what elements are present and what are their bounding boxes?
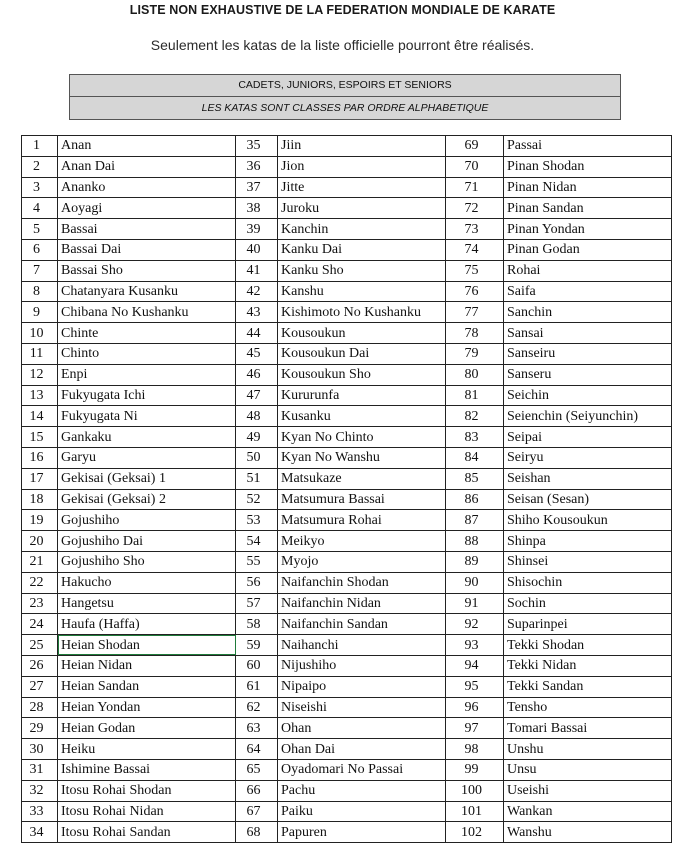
document-title: LISTE NON EXHAUSTIVE DE LA FEDERATION MONDIALE DE KARATE <box>129 3 556 17</box>
kata-name[interactable]: Gankaku <box>58 427 236 448</box>
kata-number[interactable]: 93 <box>446 635 504 656</box>
kata-number[interactable]: 34 <box>22 822 58 843</box>
table-row <box>22 551 672 572</box>
kata-name[interactable]: Tekki Nidan <box>504 655 672 676</box>
kata-number[interactable]: 55 <box>236 551 278 572</box>
kata-name[interactable]: Heian Godan <box>58 718 236 739</box>
kata-name[interactable]: Matsumura Bassai <box>278 489 446 510</box>
kata-number[interactable]: 92 <box>446 614 504 635</box>
kata-name[interactable]: Nijushiho <box>278 655 446 676</box>
kata-name[interactable]: Haufa (Haffa) <box>58 614 236 635</box>
kata-number[interactable]: 82 <box>446 406 504 427</box>
kata-number[interactable]: 26 <box>22 655 58 676</box>
kata-number[interactable]: 58 <box>236 614 278 635</box>
kata-name[interactable]: Naifanchin Sandan <box>278 614 446 635</box>
kata-number[interactable]: 94 <box>446 655 504 676</box>
table-row <box>22 427 672 448</box>
kata-name[interactable]: Nipaipo <box>278 676 446 697</box>
table-row <box>22 136 672 157</box>
kata-name[interactable]: Chinto <box>58 343 236 364</box>
kata-name[interactable]: Oyadomari No Passai <box>278 759 446 780</box>
kata-name[interactable]: Heian Nidan <box>58 655 236 676</box>
kata-number[interactable]: 5 <box>22 219 58 240</box>
kata-name[interactable]: Shisochin <box>504 572 672 593</box>
kata-name[interactable]: Seipai <box>504 427 672 448</box>
table-row <box>22 260 672 281</box>
kata-number[interactable]: 48 <box>236 406 278 427</box>
kata-number[interactable]: 66 <box>236 780 278 801</box>
table-row <box>22 801 672 822</box>
kata-number[interactable]: 95 <box>446 676 504 697</box>
kata-name[interactable]: Jiin <box>278 136 446 157</box>
kata-number[interactable]: 77 <box>446 302 504 323</box>
kata-number[interactable]: 57 <box>236 593 278 614</box>
kata-number[interactable]: 78 <box>446 323 504 344</box>
table-row <box>22 780 672 801</box>
kata-number[interactable]: 98 <box>446 739 504 760</box>
kata-name[interactable]: Hangetsu <box>58 593 236 614</box>
kata-name[interactable]: Tomari Bassai <box>504 718 672 739</box>
kata-number[interactable]: 85 <box>446 468 504 489</box>
kata-number[interactable]: 41 <box>236 260 278 281</box>
kata-number[interactable]: 76 <box>446 281 504 302</box>
kata-number[interactable]: 89 <box>446 551 504 572</box>
kata-number[interactable]: 63 <box>236 718 278 739</box>
table-row <box>22 572 672 593</box>
kata-number[interactable]: 71 <box>446 177 504 198</box>
kata-number[interactable]: 6 <box>22 239 58 260</box>
kata-name[interactable]: Bassai Dai <box>58 239 236 260</box>
kata-number[interactable]: 47 <box>236 385 278 406</box>
kata-number[interactable]: 29 <box>22 718 58 739</box>
table-row <box>22 718 672 739</box>
kata-number[interactable]: 60 <box>236 655 278 676</box>
kata-number[interactable]: 10 <box>22 323 58 344</box>
kata-name[interactable]: Naifanchin Shodan <box>278 572 446 593</box>
kata-number[interactable]: 9 <box>22 302 58 323</box>
kata-number[interactable]: 50 <box>236 447 278 468</box>
category-header <box>69 74 621 120</box>
kata-number[interactable]: 43 <box>236 302 278 323</box>
kata-number[interactable]: 52 <box>236 489 278 510</box>
kata-name[interactable]: Gojushiho Sho <box>58 551 236 572</box>
kata-name[interactable]: Kusanku <box>278 406 446 427</box>
kata-number[interactable]: 87 <box>446 510 504 531</box>
kata-name[interactable]: Seisan (Sesan) <box>504 489 672 510</box>
kata-number[interactable]: 22 <box>22 572 58 593</box>
table-row <box>22 364 672 385</box>
kata-name[interactable]: Ohan Dai <box>278 739 446 760</box>
kata-number[interactable]: 14 <box>22 406 58 427</box>
kata-number[interactable]: 17 <box>22 468 58 489</box>
table-row <box>22 156 672 177</box>
kata-name[interactable]: Myojo <box>278 551 446 572</box>
kata-name[interactable]: Heiku <box>58 739 236 760</box>
kata-name[interactable]: Wanshu <box>504 822 672 843</box>
kata-name[interactable]: Paiku <box>278 801 446 822</box>
kata-number[interactable]: 13 <box>22 385 58 406</box>
kata-number[interactable]: 25 <box>22 635 58 656</box>
document-subtitle: Seulement les katas de la liste officielle pourront être réalisés. <box>150 37 535 53</box>
kata-number[interactable]: 61 <box>236 676 278 697</box>
kata-name[interactable]: Matsukaze <box>278 468 446 489</box>
kata-number[interactable]: 53 <box>236 510 278 531</box>
kata-number[interactable]: 31 <box>22 759 58 780</box>
kata-name[interactable]: Kanchin <box>278 219 446 240</box>
table-row <box>22 302 672 323</box>
kata-name[interactable]: Papuren <box>278 822 446 843</box>
kata-number[interactable]: 27 <box>22 676 58 697</box>
kata-name[interactable]: Fukyugata Ni <box>58 406 236 427</box>
kata-name[interactable]: Sanseru <box>504 364 672 385</box>
kata-name[interactable]: Shinsei <box>504 551 672 572</box>
kata-number[interactable]: 11 <box>22 343 58 364</box>
kata-name[interactable]: Gekisai (Geksai) 1 <box>58 468 236 489</box>
kata-number[interactable]: 65 <box>236 759 278 780</box>
table-row <box>22 676 672 697</box>
kata-number[interactable]: 91 <box>446 593 504 614</box>
table-row <box>22 739 672 760</box>
kata-number[interactable]: 39 <box>236 219 278 240</box>
table-row <box>22 447 672 468</box>
kata-number[interactable]: 97 <box>446 718 504 739</box>
kata-number[interactable]: 42 <box>236 281 278 302</box>
kata-number[interactable]: 24 <box>22 614 58 635</box>
kata-name[interactable]: Jion <box>278 156 446 177</box>
kata-name[interactable]: Gojushiho <box>58 510 236 531</box>
table-row <box>22 198 672 219</box>
kata-name[interactable]: Wankan <box>504 801 672 822</box>
kata-number[interactable]: 40 <box>236 239 278 260</box>
kata-number[interactable]: 12 <box>22 364 58 385</box>
table-row <box>22 385 672 406</box>
kata-number[interactable]: 16 <box>22 447 58 468</box>
kata-name[interactable]: Itosu Rohai Sandan <box>58 822 236 843</box>
kata-name[interactable]: Kyan No Chinto <box>278 427 446 448</box>
kata-number[interactable]: 74 <box>446 239 504 260</box>
kata-name[interactable]: Suparinpei <box>504 614 672 635</box>
kata-name[interactable]: Chinte <box>58 323 236 344</box>
kata-number[interactable]: 46 <box>236 364 278 385</box>
kata-number[interactable]: 2 <box>22 156 58 177</box>
kata-name[interactable]: Matsumura Rohai <box>278 510 446 531</box>
kata-table <box>21 135 672 843</box>
kata-number[interactable]: 100 <box>446 780 504 801</box>
kata-name[interactable]: Unshu <box>504 739 672 760</box>
kata-name[interactable]: Naihanchi <box>278 635 446 656</box>
kata-name[interactable]: Pinan Shodan <box>504 156 672 177</box>
table-row <box>22 489 672 510</box>
table-row <box>22 822 672 843</box>
table-row <box>22 655 672 676</box>
kata-number[interactable]: 62 <box>236 697 278 718</box>
kata-number[interactable]: 30 <box>22 739 58 760</box>
kata-number[interactable]: 23 <box>22 593 58 614</box>
kata-name[interactable]: Enpi <box>58 364 236 385</box>
kata-name[interactable]: Kyan No Wanshu <box>278 447 446 468</box>
kata-number[interactable]: 54 <box>236 531 278 552</box>
kata-name[interactable]: Kousoukun Dai <box>278 343 446 364</box>
kata-name[interactable]: Kanku Sho <box>278 260 446 281</box>
kata-name[interactable]: Itosu Rohai Nidan <box>58 801 236 822</box>
kata-number[interactable]: 96 <box>446 697 504 718</box>
kata-number[interactable]: 59 <box>236 635 278 656</box>
kata-name[interactable]: Kururunfa <box>278 385 446 406</box>
kata-number[interactable]: 88 <box>446 531 504 552</box>
table-row <box>22 343 672 364</box>
kata-name[interactable]: Tekki Sandan <box>504 676 672 697</box>
kata-name[interactable]: Juroku <box>278 198 446 219</box>
kata-number[interactable]: 32 <box>22 780 58 801</box>
kata-number[interactable]: 3 <box>22 177 58 198</box>
kata-name[interactable]: Tensho <box>504 697 672 718</box>
kata-name[interactable]: Ananko <box>58 177 236 198</box>
kata-number[interactable]: 90 <box>446 572 504 593</box>
kata-name[interactable]: Pachu <box>278 780 446 801</box>
kata-name[interactable]: Pinan Godan <box>504 239 672 260</box>
table-row <box>22 635 672 656</box>
kata-number[interactable]: 35 <box>236 136 278 157</box>
table-row <box>22 697 672 718</box>
kata-name[interactable]: Chibana No Kushanku <box>58 302 236 323</box>
kata-name[interactable]: Heian Sandan <box>58 676 236 697</box>
kata-number[interactable]: 81 <box>446 385 504 406</box>
kata-name[interactable]: Garyu <box>58 447 236 468</box>
table-row <box>22 406 672 427</box>
kata-number[interactable]: 20 <box>22 531 58 552</box>
kata-number[interactable]: 75 <box>446 260 504 281</box>
kata-name[interactable]: Naifanchin Nidan <box>278 593 446 614</box>
kata-name[interactable]: Pinan Sandan <box>504 198 672 219</box>
kata-name[interactable]: Sansai <box>504 323 672 344</box>
kata-number[interactable]: 84 <box>446 447 504 468</box>
kata-number[interactable]: 49 <box>236 427 278 448</box>
kata-number[interactable]: 18 <box>22 489 58 510</box>
kata-name[interactable]: Saifa <box>504 281 672 302</box>
kata-number[interactable]: 1 <box>22 136 58 157</box>
kata-name[interactable]: Shinpa <box>504 531 672 552</box>
kata-number[interactable]: 51 <box>236 468 278 489</box>
kata-name[interactable]: Unsu <box>504 759 672 780</box>
table-row <box>22 219 672 240</box>
kata-number[interactable]: 4 <box>22 198 58 219</box>
kata-number[interactable]: 21 <box>22 551 58 572</box>
kata-number[interactable]: 83 <box>446 427 504 448</box>
table-row <box>22 281 672 302</box>
kata-number[interactable]: 64 <box>236 739 278 760</box>
table-row <box>22 323 672 344</box>
category-header-line: CADETS, JUNIORS, ESPOIRS ET SENIORS <box>70 75 620 97</box>
kata-name[interactable]: Aoyagi <box>58 198 236 219</box>
kata-name[interactable]: Tekki Shodan <box>504 635 672 656</box>
kata-name[interactable]: Seiryu <box>504 447 672 468</box>
table-row <box>22 468 672 489</box>
kata-name[interactable]: Sochin <box>504 593 672 614</box>
kata-number[interactable]: 19 <box>22 510 58 531</box>
kata-name-selected-cell[interactable]: Heian Shodan <box>58 635 236 656</box>
kata-number[interactable]: 45 <box>236 343 278 364</box>
kata-number[interactable]: 67 <box>236 801 278 822</box>
kata-number[interactable]: 28 <box>22 697 58 718</box>
kata-name[interactable]: Sanchin <box>504 302 672 323</box>
kata-name[interactable]: Seishan <box>504 468 672 489</box>
kata-number[interactable]: 72 <box>446 198 504 219</box>
kata-name[interactable]: Itosu Rohai Shodan <box>58 780 236 801</box>
table-row <box>22 759 672 780</box>
kata-name[interactable]: Kanku Dai <box>278 239 446 260</box>
kata-name[interactable]: Anan Dai <box>58 156 236 177</box>
kata-number[interactable]: 102 <box>446 822 504 843</box>
kata-number[interactable]: 68 <box>236 822 278 843</box>
kata-name[interactable]: Shiho Kousoukun <box>504 510 672 531</box>
kata-name[interactable]: Gekisai (Geksai) 2 <box>58 489 236 510</box>
kata-name[interactable]: Niseishi <box>278 697 446 718</box>
kata-name[interactable]: Ohan <box>278 718 446 739</box>
kata-name[interactable]: Pinan Nidan <box>504 177 672 198</box>
table-row <box>22 239 672 260</box>
table-row <box>22 177 672 198</box>
kata-name[interactable]: Kousoukun Sho <box>278 364 446 385</box>
table-row <box>22 593 672 614</box>
kata-name[interactable]: Hakucho <box>58 572 236 593</box>
kata-name[interactable]: Meikyo <box>278 531 446 552</box>
kata-number[interactable]: 79 <box>446 343 504 364</box>
kata-number[interactable]: 80 <box>446 364 504 385</box>
table-row <box>22 510 672 531</box>
kata-number[interactable]: 33 <box>22 801 58 822</box>
kata-name[interactable]: Gojushiho Dai <box>58 531 236 552</box>
kata-number[interactable]: 7 <box>22 260 58 281</box>
kata-number[interactable]: 69 <box>446 136 504 157</box>
kata-name[interactable]: Ishimine Bassai <box>58 759 236 780</box>
kata-number[interactable]: 37 <box>236 177 278 198</box>
kata-name[interactable]: Rohai <box>504 260 672 281</box>
kata-name[interactable]: Anan <box>58 136 236 157</box>
alphabetical-note: LES KATAS SONT CLASSES PAR ORDRE ALPHABETIQUE <box>201 102 489 114</box>
kata-number[interactable]: 101 <box>446 801 504 822</box>
table-row <box>22 531 672 552</box>
kata-name[interactable]: Seichin <box>504 385 672 406</box>
kata-name[interactable]: Kanshu <box>278 281 446 302</box>
kata-number[interactable]: 73 <box>446 219 504 240</box>
kata-number[interactable]: 38 <box>236 198 278 219</box>
kata-name[interactable]: Bassai <box>58 219 236 240</box>
kata-number[interactable]: 86 <box>446 489 504 510</box>
kata-number[interactable]: 15 <box>22 427 58 448</box>
kata-number[interactable]: 99 <box>446 759 504 780</box>
kata-number[interactable]: 70 <box>446 156 504 177</box>
kata-name[interactable]: Seienchin (Seiyunchin) <box>504 406 672 427</box>
kata-name[interactable]: Fukyugata Ichi <box>58 385 236 406</box>
kata-name[interactable]: Kishimoto No Kushanku <box>278 302 446 323</box>
kata-number[interactable]: 36 <box>236 156 278 177</box>
kata-name[interactable]: Sanseiru <box>504 343 672 364</box>
kata-name[interactable]: Heian Yondan <box>58 697 236 718</box>
kata-number[interactable]: 44 <box>236 323 278 344</box>
kata-name[interactable]: Passai <box>504 136 672 157</box>
kata-name[interactable]: Bassai Sho <box>58 260 236 281</box>
kata-name[interactable]: Chatanyara Kusanku <box>58 281 236 302</box>
table-row <box>22 614 672 635</box>
kata-name[interactable]: Useishi <box>504 780 672 801</box>
kata-number[interactable]: 8 <box>22 281 58 302</box>
kata-name[interactable]: Kousoukun <box>278 323 446 344</box>
kata-name[interactable]: Jitte <box>278 177 446 198</box>
kata-name[interactable]: Pinan Yondan <box>504 219 672 240</box>
kata-number[interactable]: 56 <box>236 572 278 593</box>
